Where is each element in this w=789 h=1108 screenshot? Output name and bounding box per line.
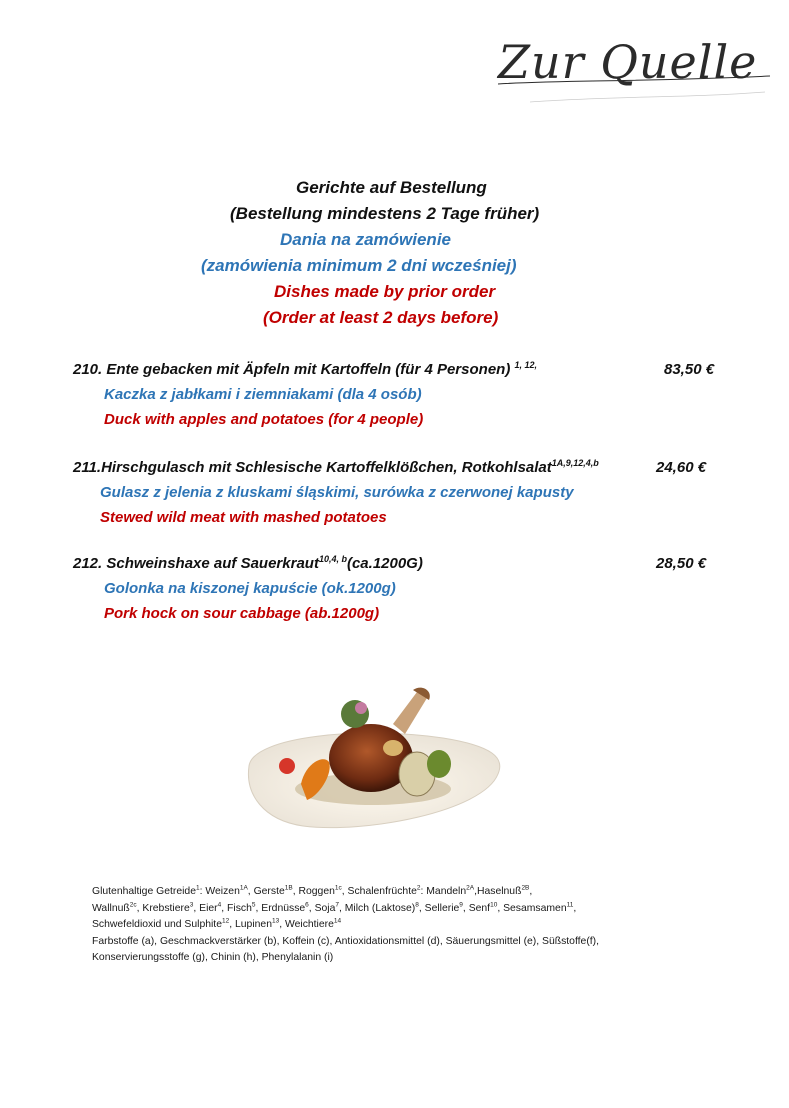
heading-pl-title: Dania na zamówienie: [280, 230, 451, 249]
menu-item-211-en: Stewed wild meat with mashed potatoes: [100, 509, 387, 526]
allergen-code: 2B: [521, 884, 530, 892]
menu-item-212-en: Pork hock on sour cabbage (ab.1200g): [104, 605, 380, 622]
allergen-code: 2: [416, 884, 421, 892]
menu-item-210-de: [73, 361, 537, 378]
allergen-text: , Milch (Laktose): [339, 902, 416, 914]
allergen-text: , Senf: [462, 902, 491, 914]
allergen-text: , Erdnüsse: [255, 902, 306, 914]
allergen-text: , Lupinen: [229, 919, 272, 930]
allergen-text: , Weichtiere: [279, 919, 334, 930]
allergen-text: ,Haselnuß: [474, 886, 522, 897]
allergen-text: , Soja: [308, 902, 336, 914]
logo-text: Zur Quelle: [498, 35, 758, 89]
allergen-code: 14: [333, 917, 342, 925]
heading-de-subtitle: (Bestellung mindestens 2 Tage früher): [230, 204, 540, 223]
menu-item-weight: (ca.1200G): [346, 555, 423, 572]
allergen-code: 12: [221, 917, 230, 925]
allergen-code: 7: [335, 901, 339, 909]
allergen-line-4: Farbstoffe (a), Geschmackverstärker (b), Koffein (c), Antioxidationsmittel (d), Säuerungsmittel (e), Süßstoffe(f),: [92, 935, 600, 947]
allergen-text: Schwefeldioxid und Sulphite: [92, 919, 222, 930]
allergen-code: 1c: [334, 884, 342, 892]
allergen-legend: [92, 884, 652, 967]
allergen-code: 3: [189, 901, 194, 909]
menu-item-212-price: 28,50 €: [656, 555, 707, 572]
menu-item-name: 211.Hirschgulasch mit Schlesische Kartoffelklößchen, Rotkohlsalat: [73, 459, 552, 476]
menu-item-name: 212. Schweinshaxe auf Sauerkraut: [73, 555, 319, 572]
allergen-text: , Gerste: [247, 886, 285, 897]
allergen-text: , Schalenfrüchte: [341, 886, 417, 897]
menu-item-211-pl: Gulasz z jelenia z kluskami śląskimi, surówka z czerwonej kapusty: [100, 484, 574, 501]
allergen-code: 13: [271, 917, 280, 925]
menu-item-211-price: 24,60 €: [656, 459, 707, 476]
allergen-code: 8: [415, 901, 419, 909]
menu-item-210-price: 83,50 €: [664, 361, 715, 378]
allergen-code: 9: [459, 901, 463, 909]
allergen-text: , Krebstiere: [136, 902, 190, 914]
allergen-code: 2c: [129, 901, 137, 909]
allergen-code: 10: [490, 901, 498, 909]
allergen-codes: 1, 12,: [514, 360, 538, 370]
allergen-line-3: [92, 917, 652, 934]
allergen-line-1: [92, 884, 652, 901]
allergen-text: : Weizen: [199, 886, 240, 897]
allergen-code: 11: [566, 901, 574, 909]
allergen-code: 5: [251, 901, 256, 909]
menu-item-name: 210. Ente gebacken mit Äpfeln mit Kartoffeln (für 4 Personen): [73, 361, 511, 378]
heading-en-title: Dishes made by prior order: [274, 282, 496, 301]
allergen-line-2: [92, 901, 652, 918]
heading-pl-subtitle: (zamówienia minimum 2 dni wcześniej): [201, 256, 517, 275]
allergen-text: , Sellerie: [418, 902, 460, 914]
allergen-code: 1A: [239, 884, 248, 892]
menu-item-212-de: [73, 555, 423, 572]
restaurant-logo: [490, 22, 780, 108]
menu-item-210-en: Duck with apples and potatoes (for 4 people): [104, 411, 424, 428]
allergen-code: 4: [217, 901, 222, 909]
allergen-text: Wallnuß: [92, 902, 130, 914]
dish-photo: [243, 684, 505, 834]
allergen-code: 2A: [466, 884, 475, 892]
allergen-text: : Mandeln: [420, 886, 467, 897]
menu-item-211-de: [73, 459, 599, 476]
allergen-code: 6: [305, 901, 309, 909]
allergen-code: 1: [195, 884, 200, 892]
allergen-text: , Eier: [193, 902, 218, 914]
allergen-codes: 10,4, b: [318, 554, 347, 564]
allergen-text: ,: [573, 902, 577, 914]
allergen-codes: 1A,9,12,4,b: [551, 458, 599, 468]
allergen-text: , Fisch: [221, 902, 252, 914]
allergen-code: 1B: [284, 884, 293, 892]
heading-de-title: Gerichte auf Bestellung: [296, 178, 487, 197]
allergen-text: , Sesamsamen: [497, 902, 567, 914]
heading-en-subtitle: (Order at least 2 days before): [263, 308, 499, 327]
menu-item-210-pl: Kaczka z jabłkami i ziemniakami (dla 4 osób): [104, 386, 422, 403]
allergen-text: , Roggen: [292, 886, 335, 897]
menu-item-212-pl: Golonka na kiszonej kapuście (ok.1200g): [104, 580, 396, 597]
allergen-text: ,: [529, 886, 533, 897]
allergen-line-5: Konservierungsstoffe (g), Chinin (h), Phenylalanin (i): [92, 952, 334, 963]
allergen-text: Glutenhaltige Getreide: [92, 886, 196, 897]
